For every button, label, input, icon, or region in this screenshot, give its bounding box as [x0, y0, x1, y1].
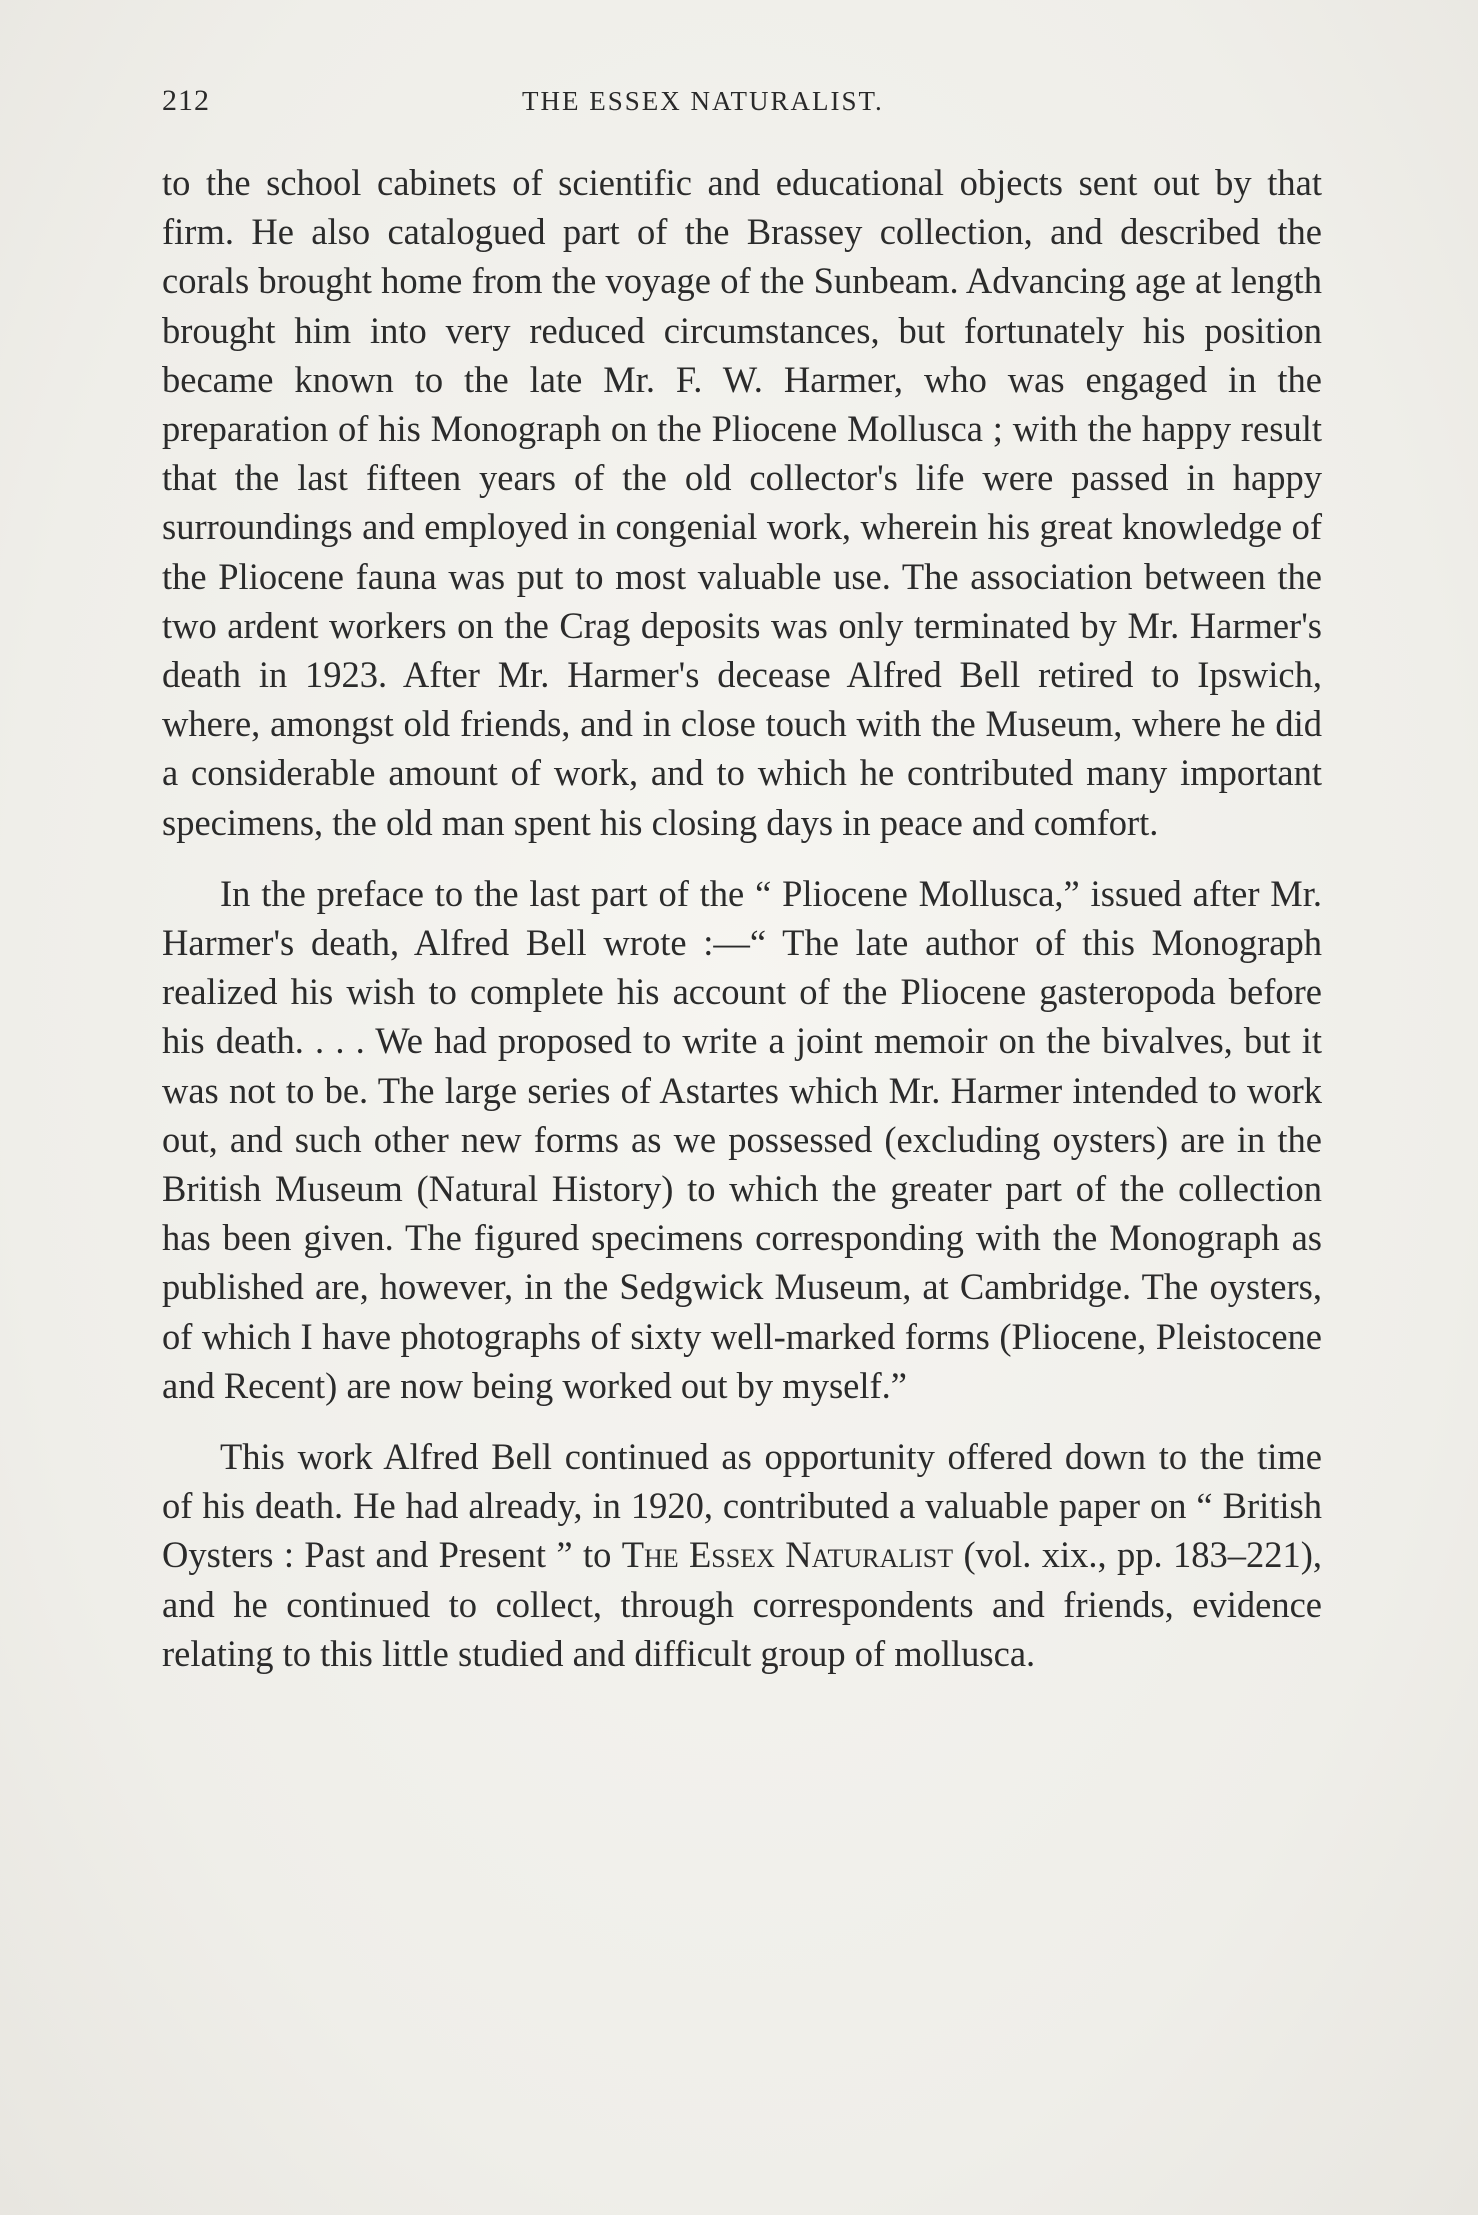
paragraph-2: In the preface to the last part of the “ Pliocene Mollusca,” issued after Mr. Harmer's death, Alfred Bell wrote :—“ The late author of this Monograph realized his wish to complete his account of the Pliocene gasteropoda before his death. . . . We had proposed to write a joint memoir on the bivalves, but it was not to be. The large series of Astartes which Mr. Harmer intended to work out, and such other new forms as we possessed (excluding oysters) are in the British Museum (Natural History) to which the greater part of the collection has been given. The figured specimens corresponding with the Monograph as published are, however, in the Sedgwick Museum, at Cambridge. The oysters, of which I have photographs of sixty well-marked forms (Pliocene, Pleistocene and Recent) are now being worked out by myself.”	[162, 872, 1322, 1406]
paragraph-3-text-after: (vol. xix., pp. 183–221), and he continued to collect, through correspondents and friends, evidence relating to this little studied and difficult group of mollusca.	[162, 1534, 1322, 1674]
paragraph-1: to the school cabinets of scientific and educational objects sent out by that firm. He also catalogued part of the Brassey collection, and described the corals brought home from the voyage of the Sunbeam. Advancing age at length brought him into very reduced circumstances, but fortunately his position became known to the late Mr. F. W. Harmer, who was engaged in the preparation of his Monograph on the Pliocene Mollusca ; with the happy result that the last fifteen years of the old collector's life were passed in happy surroundings and employed in congenial work, wherein his great knowledge of the Pliocene fauna was put to most valuable use. The association between the two ardent workers on the Crag deposits was only terminated by Mr. Harmer's death in 1923. After Mr. Harmer's decease Alfred Bell retired to Ipswich, where, amongst old friends, and in close touch with the Museum, where he did a considerable amount of work, and to which he contributed many important specimens, the old man spent his closing days in peace and comfort.	[162, 162, 1322, 843]
page-header	[162, 84, 1322, 124]
paragraph-3-text-before: This work Alfred Bell continued as opportunity offered down to the time of his death. He had already, in 1920, contributed a valuable paper on “ British Oysters : Past and Present ” to	[162, 1436, 1322, 1576]
page-number: 212	[162, 84, 210, 117]
body-text	[162, 158, 1322, 1678]
running-title: THE ESSEX NATURALIST.	[522, 86, 884, 116]
journal-title: The Essex Naturalist	[621, 1534, 954, 1576]
paragraph-3	[162, 1432, 1322, 1678]
